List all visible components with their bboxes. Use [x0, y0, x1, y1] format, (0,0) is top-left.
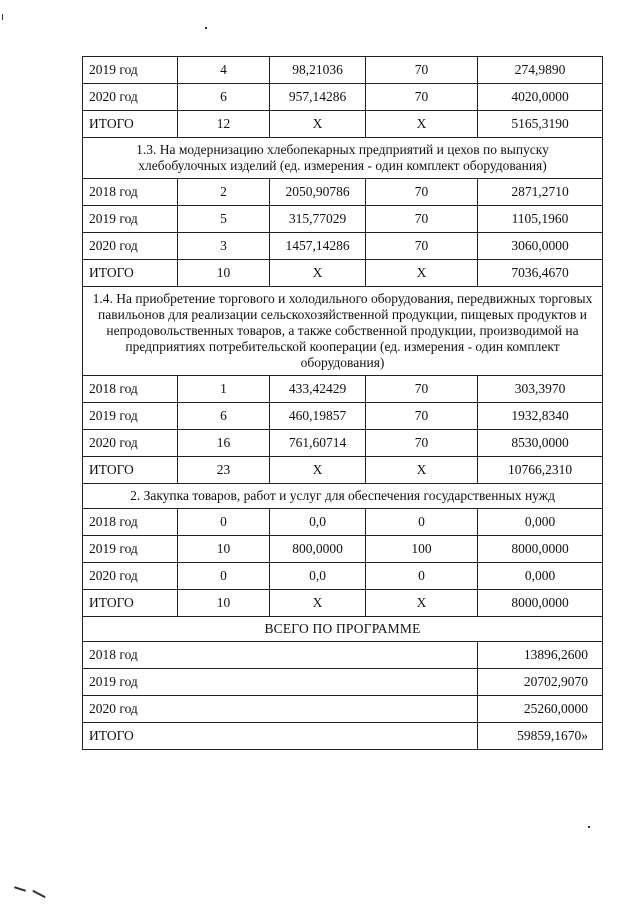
unit-price-cell: Х — [270, 260, 366, 287]
section-title: 1.3. На модернизацию хлебопекарных предприятий и цехов по выпуску хлебобулочных изделий (ед. измерения - один комплект оборудования) — [83, 138, 603, 179]
sum-cell: 7036,4670 — [478, 260, 603, 287]
grand-total-row — [83, 642, 603, 669]
grand-total-row — [83, 669, 603, 696]
sum-cell: 0,000 — [478, 509, 603, 536]
unit-price-cell: 433,42429 — [270, 376, 366, 403]
count-cell: 16 — [178, 430, 270, 457]
unit-price-cell: 315,77029 — [270, 206, 366, 233]
sum-cell: 3060,0000 — [478, 233, 603, 260]
count-cell: 0 — [178, 509, 270, 536]
percent-cell: 70 — [366, 430, 478, 457]
percent-cell: 70 — [366, 403, 478, 430]
sum-cell: 0,000 — [478, 563, 603, 590]
unit-price-cell: 460,19857 — [270, 403, 366, 430]
year-cell: 2018 год — [83, 376, 178, 403]
total-sum-cell: 20702,9070 — [478, 669, 603, 696]
table-row — [83, 376, 603, 403]
percent-cell: Х — [366, 590, 478, 617]
grand-total-row — [83, 696, 603, 723]
count-cell: 4 — [178, 57, 270, 84]
sum-cell: 8000,0000 — [478, 590, 603, 617]
unit-price-cell: Х — [270, 111, 366, 138]
table-row — [83, 590, 603, 617]
unit-price-cell: 957,14286 — [270, 84, 366, 111]
table-row — [83, 233, 603, 260]
section-heading-row — [83, 287, 603, 376]
count-cell: 6 — [178, 403, 270, 430]
table-row — [83, 260, 603, 287]
table-row — [83, 403, 603, 430]
table-row — [83, 179, 603, 206]
total-sum-cell: 59859,1670» — [478, 723, 603, 750]
table-row — [83, 111, 603, 138]
count-cell: 10 — [178, 260, 270, 287]
percent-cell: 70 — [366, 84, 478, 111]
unit-price-cell: 0,0 — [270, 563, 366, 590]
count-cell: 3 — [178, 233, 270, 260]
year-cell: ИТОГО — [83, 723, 478, 750]
unit-price-cell: 0,0 — [270, 509, 366, 536]
count-cell: 2 — [178, 179, 270, 206]
table-row — [83, 457, 603, 484]
year-cell: 2020 год — [83, 563, 178, 590]
grand-total-heading-row — [83, 617, 603, 642]
table-row — [83, 57, 603, 84]
scan-mark — [2, 14, 3, 20]
sum-cell: 10766,2310 — [478, 457, 603, 484]
year-cell: ИТОГО — [83, 111, 178, 138]
percent-cell: 0 — [366, 509, 478, 536]
year-cell: 2019 год — [83, 669, 478, 696]
year-cell: 2018 год — [83, 179, 178, 206]
year-cell: 2019 год — [83, 57, 178, 84]
sum-cell: 274,9890 — [478, 57, 603, 84]
percent-cell: Х — [366, 457, 478, 484]
sum-cell: 303,3970 — [478, 376, 603, 403]
section-title: 1.4. На приобретение торгового и холодильного оборудования, передвижных торговых павильонов для реализации сельскохозяйственной продукции, пищевых продуктов и непродовольственных товаров, а также собственной продукции, производимой на предприятиях потребительской кооперации (ед. измерения - один комплект оборудования) — [83, 287, 603, 376]
unit-price-cell: 800,0000 — [270, 536, 366, 563]
sum-cell: 1105,1960 — [478, 206, 603, 233]
sum-cell: 1932,8340 — [478, 403, 603, 430]
table-row — [83, 430, 603, 457]
year-cell: 2020 год — [83, 233, 178, 260]
sum-cell: 2871,2710 — [478, 179, 603, 206]
year-cell: 2019 год — [83, 536, 178, 563]
unit-price-cell: 98,21036 — [270, 57, 366, 84]
year-cell: 2019 год — [83, 403, 178, 430]
unit-price-cell: 1457,14286 — [270, 233, 366, 260]
unit-price-cell: Х — [270, 590, 366, 617]
count-cell: 10 — [178, 590, 270, 617]
total-sum-cell: 25260,0000 — [478, 696, 603, 723]
count-cell: 5 — [178, 206, 270, 233]
year-cell: ИТОГО — [83, 260, 178, 287]
percent-cell: 0 — [366, 563, 478, 590]
scan-mark — [32, 890, 45, 898]
grand-total-title: ВСЕГО ПО ПРОГРАММЕ — [83, 617, 603, 642]
percent-cell: Х — [366, 260, 478, 287]
sum-cell: 8530,0000 — [478, 430, 603, 457]
year-cell: 2020 год — [83, 696, 478, 723]
year-cell: 2020 год — [83, 84, 178, 111]
count-cell: 10 — [178, 536, 270, 563]
percent-cell: 70 — [366, 179, 478, 206]
sum-cell: 8000,0000 — [478, 536, 603, 563]
table-body — [83, 57, 603, 750]
table-row — [83, 563, 603, 590]
year-cell: ИТОГО — [83, 457, 178, 484]
percent-cell: Х — [366, 111, 478, 138]
section-title: 2. Закупка товаров, работ и услуг для обеспечения государственных нужд — [83, 484, 603, 509]
unit-price-cell: 761,60714 — [270, 430, 366, 457]
section-heading-row — [83, 138, 603, 179]
year-cell: 2018 год — [83, 642, 478, 669]
year-cell: 2018 год — [83, 509, 178, 536]
program-funding-table — [82, 56, 603, 750]
scan-mark — [14, 886, 26, 892]
table-row — [83, 536, 603, 563]
count-cell: 12 — [178, 111, 270, 138]
count-cell: 6 — [178, 84, 270, 111]
unit-price-cell: 2050,90786 — [270, 179, 366, 206]
percent-cell: 70 — [366, 206, 478, 233]
table-row — [83, 206, 603, 233]
percent-cell: 100 — [366, 536, 478, 563]
percent-cell: 70 — [366, 57, 478, 84]
unit-price-cell: Х — [270, 457, 366, 484]
section-heading-row — [83, 484, 603, 509]
sum-cell: 5165,3190 — [478, 111, 603, 138]
sum-cell: 4020,0000 — [478, 84, 603, 111]
table-row — [83, 509, 603, 536]
count-cell: 0 — [178, 563, 270, 590]
percent-cell: 70 — [366, 233, 478, 260]
year-cell: 2019 год — [83, 206, 178, 233]
year-cell: 2020 год — [83, 430, 178, 457]
table-row — [83, 84, 603, 111]
count-cell: 1 — [178, 376, 270, 403]
scan-mark — [205, 27, 207, 29]
count-cell: 23 — [178, 457, 270, 484]
year-cell: ИТОГО — [83, 590, 178, 617]
grand-total-row — [83, 723, 603, 750]
percent-cell: 70 — [366, 376, 478, 403]
total-sum-cell: 13896,2600 — [478, 642, 603, 669]
scan-mark — [588, 826, 590, 828]
